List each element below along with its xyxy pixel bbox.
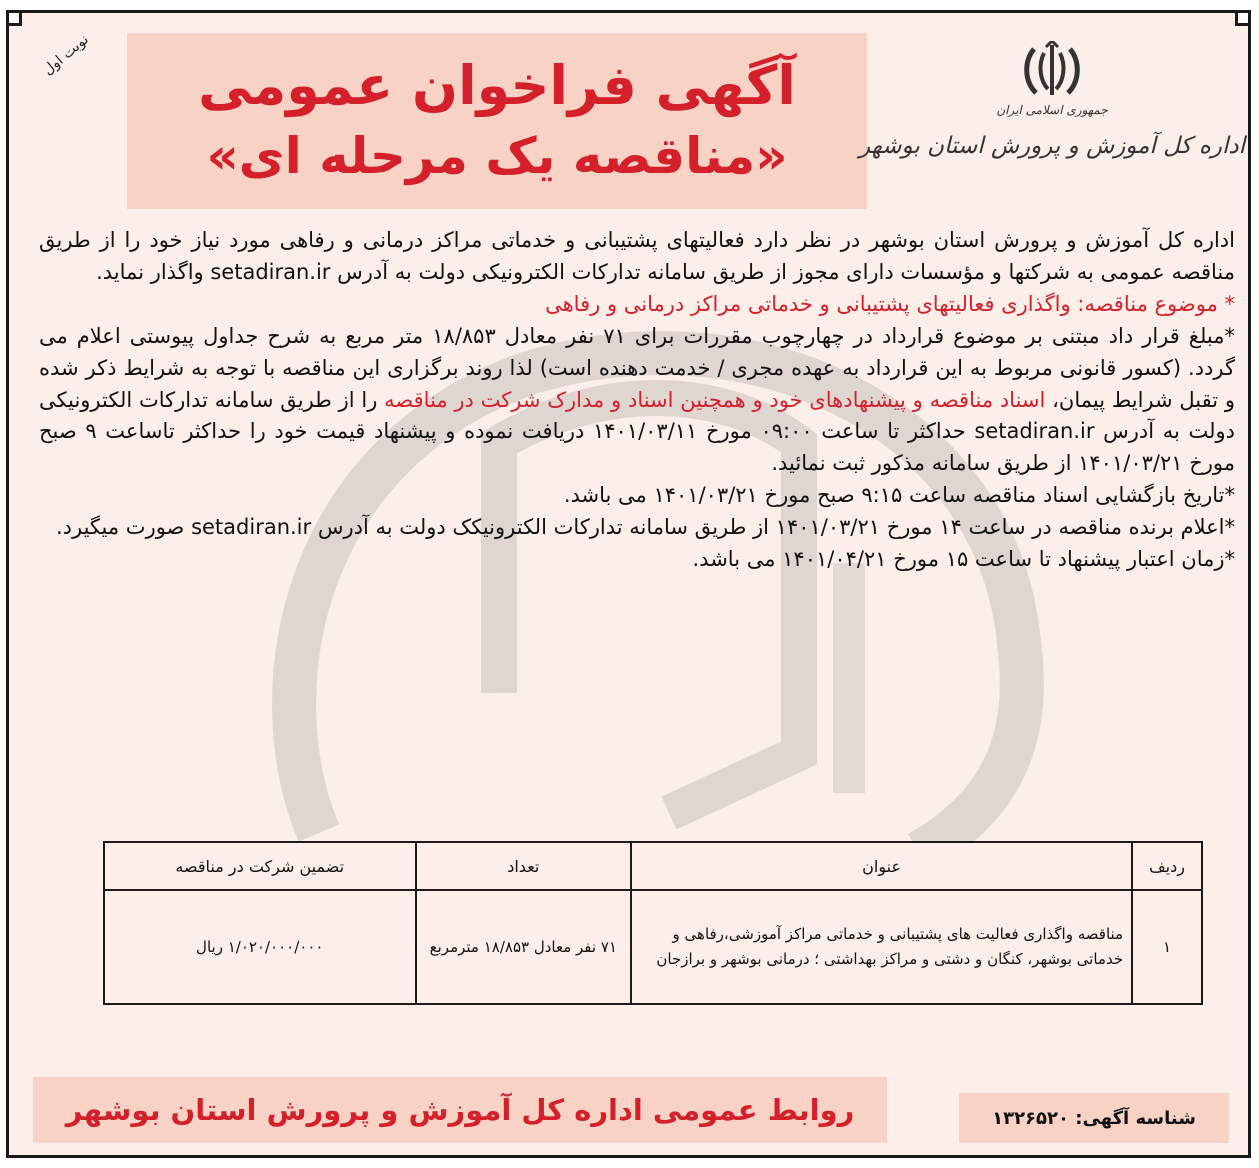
amount-text-red: اسناد مناقصه و پیشنهادهای خود و همچنین اسناد و مدارک شرکت در مناقصه (384, 387, 1046, 412)
table-header-row (104, 842, 1202, 890)
cell-guarantee: ۱/۰۲۰/۰۰۰/۰۰۰ ریال (104, 890, 416, 1004)
tender-table (103, 841, 1203, 1005)
amount-paragraph (39, 321, 1235, 481)
table-row (104, 890, 1202, 1004)
cell-title: مناقصه واگذاری فعالیت های پشتیبانی و خدماتی مراکز آموزشی،رفاهی و خدماتی بوشهر، کنگان و دشتی و مراکز بهداشتی ؛ درمانی بوشهر و برازجان (631, 890, 1132, 1004)
publisher-box (33, 1077, 887, 1143)
logo-org-name: اداره کل آموزش و پرورش استان بوشهر (858, 133, 1246, 159)
amount-text-1: *مبلغ قرار داد مبتنی بر موضوع قرارداد در چهارچوب مقررات برای ۷۱ نفر معادل ۱۸/۸۵۳ متر مربع به شرح جداول پیوستی اعلام می گردد. (کسور قانونی مربوط به این قرارداد به عهده مجری / خدمت دهنده است) لذا روند برگزاری این مناقصه با توجه به شرایط ذکر شده و تقبل شرایط پیمان، (39, 323, 1235, 412)
cell-count: ۷۱ نفر معادل ۱۸/۸۵۳ مترمربع (416, 890, 632, 1004)
publisher-name: روابط عمومی اداره کل آموزش و پرورش استان بوشهر (65, 1093, 855, 1127)
ad-id-label: شناسه آگهی: (1075, 1107, 1196, 1129)
ad-id-box (959, 1093, 1229, 1143)
ad-id-value: ۱۳۲۶۵۲۰ (992, 1107, 1069, 1129)
col-header-row: ردیف (1132, 842, 1202, 890)
ad-page (6, 10, 1251, 1158)
page-subtitle: «مناقصه یک مرحله ای» (206, 127, 788, 185)
col-header-count: تعداد (416, 842, 632, 890)
iran-emblem-icon (1022, 41, 1082, 99)
corner-mark (1235, 10, 1251, 26)
intro-paragraph: اداره کل آموزش و پرورش استان بوشهر در نظر دارد فعالیتهای پشتیبانی و خدماتی مراکز درمانی و رفاهی مورد نیاز خود را از طریق مناقصه عمومی به شرکتها و مؤسسات دارای مجوز از طریق سامانه تدارکات الکترونیکی دولت به آدرس setadiran.ir واگذار نماید. (39, 228, 1235, 284)
validity-paragraph: *زمان اعتبار پیشنهاد تا ساعت ۱۵ مورخ ۱۴۰۱/۰۴/۲۱ می باشد. (692, 547, 1235, 572)
org-logo (858, 41, 1246, 211)
corner-mark (6, 10, 22, 26)
winner-paragraph: *اعلام برنده مناقصه در ساعت ۱۴ مورخ ۱۴۰۱/۰۳/۲۱ از طریق سامانه تدارکات الکترونیکک دولت به آدرس setadiran.ir صورت میگیرد. (55, 515, 1235, 540)
cell-row-number: ۱ (1132, 890, 1202, 1004)
col-header-title: عنوان (631, 842, 1132, 890)
announcement-body (39, 225, 1235, 576)
opening-paragraph: *تاریخ بازگشایی اسناد مناقصه ساعت ۹:۱۵ صبح مورخ ۱۴۰۱/۰۳/۲۱ می باشد. (563, 483, 1235, 508)
page-title: آگهی فراخوان عمومی (198, 54, 796, 117)
round-label: نوبت اول (40, 31, 92, 79)
logo-caption: جمهوری اسلامی ایران (996, 103, 1108, 117)
title-box (127, 33, 867, 209)
col-header-guarantee: تضمین شرکت در مناقصه (104, 842, 416, 890)
amount-text-2: را از طریق سامانه تدارکات الکترونیکی دولت به آدرس setadiran.ir حداکثر تا ساعت ۰۹:۰۰ مورخ ۱۴۰۱/۰۳/۱۱ دریافت نموده و پیشنهاد قیمت خود را حداکثر تاساعت ۹ صبح مورخ ۱۴۰۱/۰۳/۲۱ از طریق سامانه مذکور ثبت نمائید. (39, 387, 1235, 476)
subject-paragraph: * موضوع مناقصه: واگذاری فعالیتهای پشتیبانی و خدماتی مراکز درمانی و رفاهی (545, 291, 1235, 316)
